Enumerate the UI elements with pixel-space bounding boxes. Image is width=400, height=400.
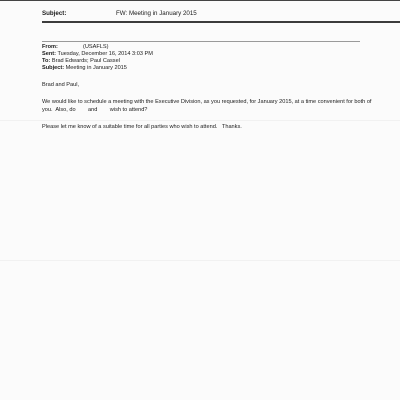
sent-value: Tuesday, December 16, 2014 3:03 PM bbox=[57, 51, 153, 57]
forward-subject-label: Subject: bbox=[42, 10, 67, 17]
scan-artifact bbox=[0, 260, 400, 261]
header-divider bbox=[42, 41, 360, 42]
from-value: (USAFLS) bbox=[82, 44, 109, 50]
forward-subject-value: FW: Meeting in January 2015 bbox=[116, 10, 197, 17]
body-paragraph-1: We would like to schedule a meeting with the Executive Division, as you requested, for January 2015, at a time convenient for both of you. Also, do and wish to attend? bbox=[42, 99, 374, 113]
subject-value: Meeting in January 2015 bbox=[65, 65, 127, 71]
subject-divider bbox=[42, 21, 400, 23]
email-body bbox=[42, 81, 372, 140]
greeting: Brad and Paul, bbox=[42, 82, 80, 88]
top-border bbox=[0, 0, 400, 1]
from-line bbox=[42, 44, 153, 51]
scan-artifact bbox=[0, 120, 400, 121]
subject-line bbox=[42, 65, 153, 72]
body-paragraph-2: Please let me know of a suitable time for all parties who wish to attend. Thanks. bbox=[42, 124, 242, 130]
sent-label: Sent: bbox=[42, 51, 56, 57]
sent-line bbox=[42, 51, 153, 58]
to-label: To: bbox=[42, 58, 51, 64]
from-label: From: bbox=[42, 44, 58, 50]
to-line bbox=[42, 58, 153, 65]
to-value: Brad Edwards; Paul Cassel bbox=[51, 58, 120, 64]
subject-label: Subject: bbox=[42, 65, 65, 71]
email-header bbox=[42, 44, 153, 72]
